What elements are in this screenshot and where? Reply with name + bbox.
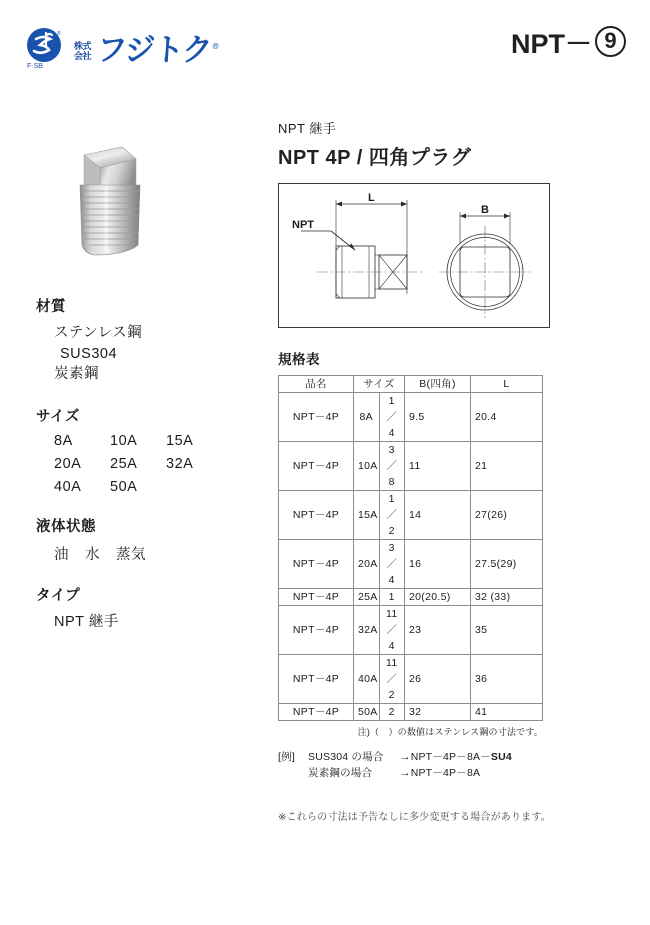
cell-b: 14 bbox=[405, 491, 471, 540]
example-condition-sus: SUS304 の場合 bbox=[308, 751, 384, 763]
example-tag-spacer bbox=[278, 765, 308, 781]
material-value-0: ステンレス鋼 bbox=[54, 325, 143, 341]
cell-size-inch: 3／8 bbox=[379, 442, 405, 491]
fluid-value: 蒸気 bbox=[116, 546, 146, 563]
cell-name: NPT－4P bbox=[279, 442, 354, 491]
spec-values-type bbox=[36, 612, 256, 633]
table-row bbox=[279, 442, 543, 491]
spec-heading-type: タイプ bbox=[36, 587, 81, 604]
company-type-line2: 会社 bbox=[74, 51, 92, 61]
cell-size-a: 10A bbox=[354, 442, 380, 491]
cell-size-inch: 2 bbox=[379, 704, 405, 721]
size-row bbox=[54, 456, 256, 472]
spec-heading-fluid-state: 液体状態 bbox=[36, 518, 96, 535]
cell-b: 16 bbox=[405, 540, 471, 589]
table-row bbox=[279, 704, 543, 721]
table-row bbox=[279, 606, 543, 655]
table-header-name: 品名 bbox=[279, 376, 354, 393]
footer-note: ※これらの寸法は予告なしに多少変更する場合があります。 bbox=[278, 811, 551, 823]
spec-group-type bbox=[36, 584, 256, 633]
fluid-value: 水 bbox=[85, 546, 100, 563]
size-row bbox=[54, 479, 256, 495]
table-header-l: L bbox=[471, 376, 543, 393]
size-cell: 15A bbox=[166, 432, 194, 449]
size-cell: 20A bbox=[54, 455, 82, 472]
svg-text:F·SB: F·SB bbox=[27, 63, 43, 70]
spec-heading-material: 材質 bbox=[36, 299, 66, 315]
order-example-row-sus bbox=[278, 749, 628, 765]
spec-group-material bbox=[36, 295, 256, 385]
cell-l: 20.4 bbox=[471, 393, 543, 442]
cell-name: NPT－4P bbox=[279, 540, 354, 589]
page-code bbox=[511, 22, 626, 61]
cell-b: 32 bbox=[405, 704, 471, 721]
cell-size-a: 40A bbox=[354, 655, 380, 704]
size-cell: 8A bbox=[54, 432, 73, 449]
drawing-label-b: B bbox=[481, 204, 489, 216]
svg-text:®: ® bbox=[57, 31, 61, 37]
cell-size-a: 15A bbox=[354, 491, 380, 540]
spec-group-fluid-state bbox=[36, 515, 256, 564]
table-row bbox=[279, 393, 543, 442]
right-content bbox=[278, 118, 628, 823]
example-code-sus-plain: →NPT－4P－8A－ bbox=[400, 751, 491, 763]
type-value: NPT 継手 bbox=[54, 613, 119, 630]
cell-l: 27.5(29) bbox=[471, 540, 543, 589]
company-logo bbox=[24, 26, 217, 72]
drawing-label-l: L bbox=[368, 192, 375, 204]
cell-l: 41 bbox=[471, 704, 543, 721]
cell-b: 26 bbox=[405, 655, 471, 704]
spec-values-material bbox=[36, 323, 256, 385]
size-cell: 32A bbox=[166, 455, 194, 472]
spec-table bbox=[278, 375, 543, 721]
spec-group-size bbox=[36, 405, 256, 495]
cell-name: NPT－4P bbox=[279, 491, 354, 540]
cell-name: NPT－4P bbox=[279, 704, 354, 721]
size-cell: 10A bbox=[110, 432, 138, 449]
technical-drawing bbox=[278, 183, 550, 328]
company-wordmark bbox=[95, 29, 220, 70]
table-row bbox=[279, 540, 543, 589]
cell-size-inch: 1／4 bbox=[379, 393, 405, 442]
cell-name: NPT－4P bbox=[279, 655, 354, 704]
drawing-label-npt: NPT bbox=[292, 219, 314, 231]
size-cell: 50A bbox=[110, 478, 138, 495]
cell-l: 35 bbox=[471, 606, 543, 655]
page-code-prefix: NPT－ bbox=[511, 29, 592, 59]
cell-size-inch: 3／4 bbox=[379, 540, 405, 589]
cell-size-a: 32A bbox=[354, 606, 380, 655]
cell-l: 21 bbox=[471, 442, 543, 491]
page-number-badge: 9 bbox=[595, 26, 626, 57]
page-title: NPT 4P / 四角プラグ bbox=[278, 147, 472, 169]
product-photo bbox=[44, 133, 170, 269]
table-header-b: B(四角) bbox=[405, 376, 471, 393]
order-example bbox=[278, 749, 628, 782]
cell-size-a: 20A bbox=[354, 540, 380, 589]
size-row bbox=[54, 433, 256, 449]
cell-size-inch: 1／2 bbox=[379, 491, 405, 540]
cell-b: 9.5 bbox=[405, 393, 471, 442]
size-grid bbox=[36, 433, 256, 495]
cell-l: 27(26) bbox=[471, 491, 543, 540]
cell-b: 20(20.5) bbox=[405, 589, 471, 606]
example-code-sus bbox=[400, 749, 512, 765]
example-code-sus-suffix: SU4 bbox=[490, 751, 512, 763]
example-code-carbon: →NPT－4P－8A bbox=[400, 767, 481, 780]
cell-size-inch: 11／2 bbox=[379, 655, 405, 704]
material-value-1: SUS304 bbox=[60, 345, 118, 362]
size-cell: 25A bbox=[110, 455, 138, 472]
table-row bbox=[279, 655, 543, 704]
cell-name: NPT－4P bbox=[279, 606, 354, 655]
table-row bbox=[279, 589, 543, 606]
registered-trademark-icon: ® bbox=[211, 41, 219, 52]
material-value-2: 炭素鋼 bbox=[54, 366, 99, 383]
company-type-label bbox=[74, 37, 91, 61]
cell-l: 32 (33) bbox=[471, 589, 543, 606]
cell-size-a: 50A bbox=[354, 704, 380, 721]
cell-size-a: 25A bbox=[354, 589, 380, 606]
table-row bbox=[279, 491, 543, 540]
table-header-row bbox=[279, 376, 543, 393]
size-cell: 40A bbox=[54, 478, 82, 495]
spec-heading-size: サイズ bbox=[36, 408, 80, 425]
cell-l: 36 bbox=[471, 655, 543, 704]
cell-name: NPT－4P bbox=[279, 393, 354, 442]
cell-b: 11 bbox=[405, 442, 471, 491]
fluid-value: 油 bbox=[54, 546, 69, 563]
cell-b: 23 bbox=[405, 606, 471, 655]
spec-table-label: 規格表 bbox=[278, 352, 320, 367]
cell-size-a: 8A bbox=[354, 393, 380, 442]
table-note: 注)（ ）の数値はステンレス鋼の寸法です。 bbox=[357, 727, 543, 737]
series-label: NPT 継手 bbox=[278, 121, 337, 136]
order-example-row-carbon bbox=[278, 765, 628, 781]
fluid-values bbox=[36, 543, 256, 564]
cell-size-inch: 1 bbox=[379, 589, 405, 606]
left-spec-list bbox=[36, 295, 256, 652]
example-tag: [例] bbox=[278, 751, 295, 763]
cell-size-inch: 11／4 bbox=[379, 606, 405, 655]
company-type-line1: 株式 bbox=[74, 40, 92, 51]
table-header-size: サイズ bbox=[354, 376, 405, 393]
example-condition-carbon: 炭素鋼の場合 bbox=[308, 767, 373, 780]
fujitoku-logo-icon bbox=[24, 26, 70, 72]
cell-name: NPT－4P bbox=[279, 589, 354, 606]
company-wordmark-text: フジトク bbox=[95, 32, 213, 70]
